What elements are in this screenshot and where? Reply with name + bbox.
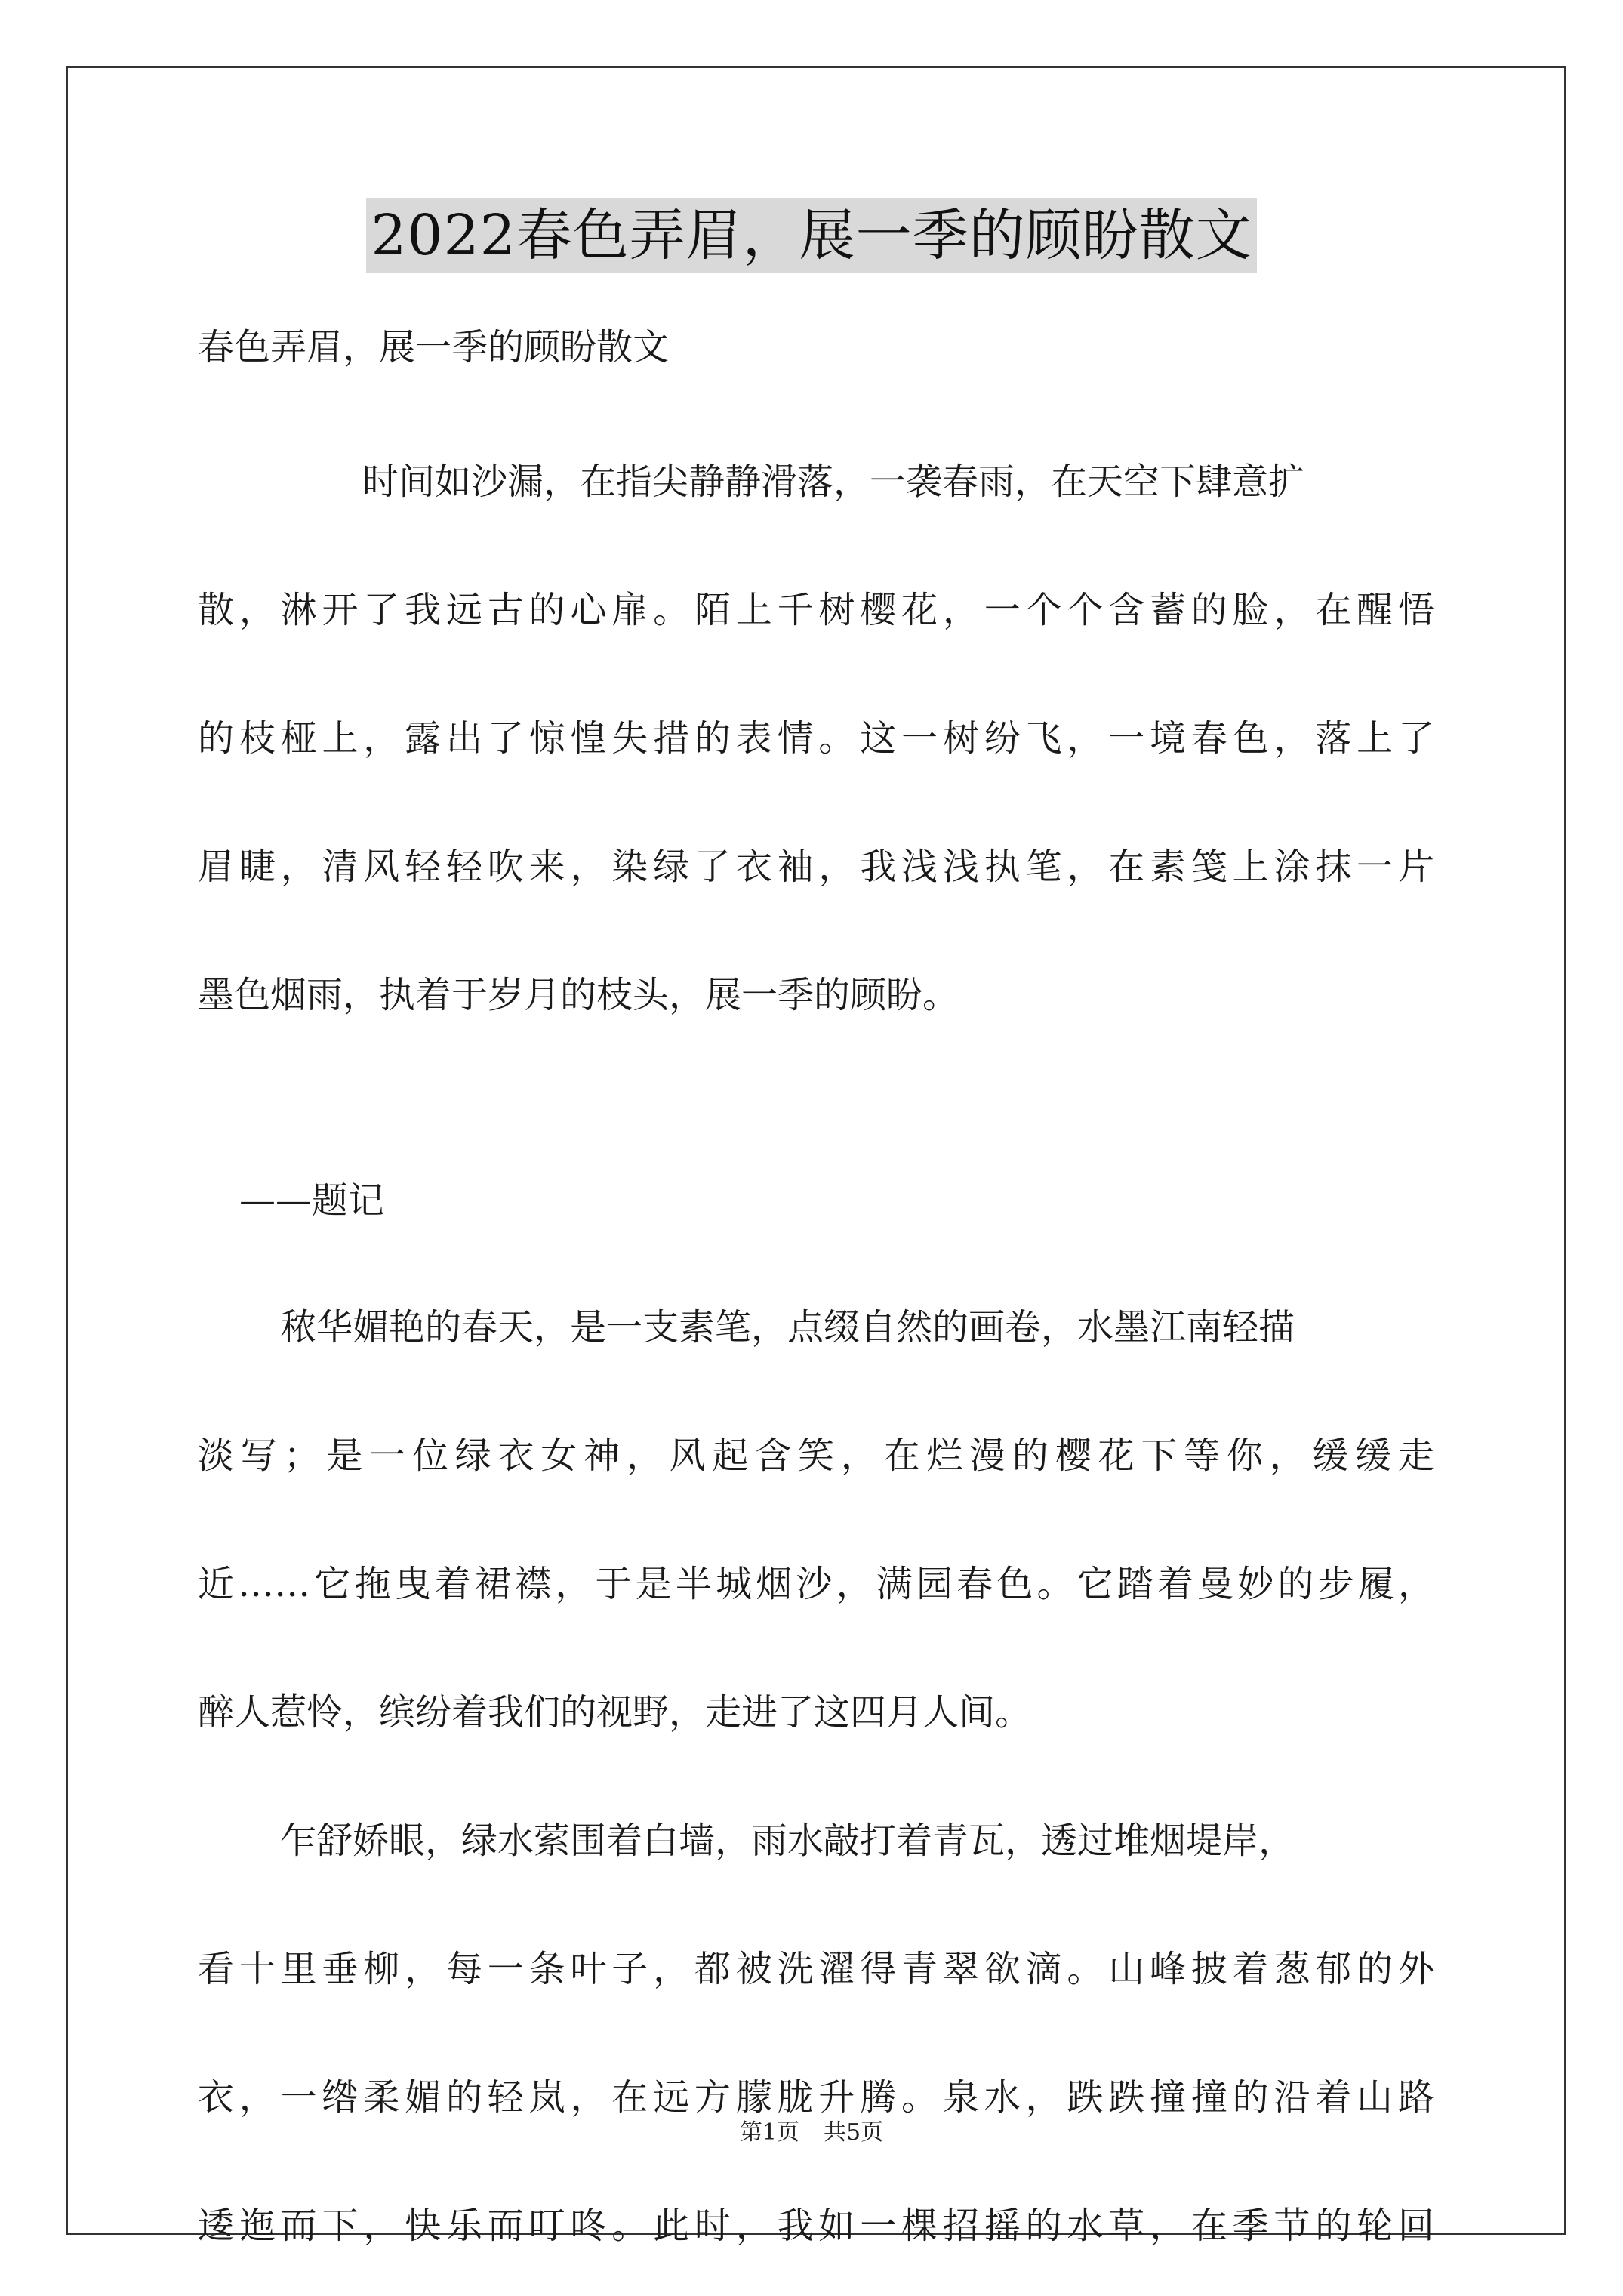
paragraph-line: 秾华媚艳的春天，是一支素笔，点缀自然的画卷，水墨江南轻描 (280, 1306, 1295, 1348)
paragraph-line: 时间如沙漏，在指尖静静滑落，一袭春雨，在天空下肆意扩 (362, 461, 1305, 503)
paragraph-line: 眉睫，清风轻轻吹来，染绿了衣袖，我浅浅执笔，在素笺上涂抹一片 (198, 846, 1434, 888)
paragraph-line: 醉人惹怜，缤纷着我们的视野，走进了这四月人间。 (198, 1691, 1032, 1734)
page-total: 共5页 (824, 2119, 884, 2146)
paragraph-line: 衣，一绺柔媚的轻岚，在远方朦胧升腾。泉水，跌跌撞撞的沿着山路 (198, 2076, 1434, 2119)
inscription-signature: ——题记 (239, 1179, 385, 1222)
document-subtitle: 春色弄眉，展一季的顾盼散文 (198, 326, 670, 368)
paragraph-line: 看十里垂柳，每一条叶子，都被洗濯得青翠欲滴。山峰披着葱郁的外 (198, 1948, 1434, 1990)
paragraph-line: 逶迤而下，快乐而叮咚。此时，我如一棵招摇的水草，在季节的轮回 (198, 2205, 1434, 2247)
paragraph-line: 淡写；是一位绿衣女神，风起含笑，在烂漫的樱花下等你，缓缓走 (198, 1435, 1434, 1477)
paragraph-line: 墨色烟雨，执着于岁月的枝头，展一季的顾盼。 (198, 974, 959, 1016)
paragraph-line: 近……它拖曳着裙襟，于是半城烟沙，满园春色。它踏着曼妙的步履， (198, 1563, 1434, 1605)
page-footer (0, 2118, 1623, 2148)
document-title: 2022春色弄眉，展一季的顾盼散文 (366, 198, 1256, 273)
page-number: 第1页 (739, 2119, 799, 2146)
paragraph-line: 的枝桠上，露出了惊惶失措的表情。这一树纷飞，一境春色，落上了 (198, 717, 1434, 760)
page-border (66, 66, 1566, 2235)
paragraph-line: 乍舒娇眼，绿水萦围着白墙，雨水敲打着青瓦，透过堆烟堤岸， (280, 1820, 1295, 1862)
title-container (0, 198, 1623, 273)
paragraph-line: 散，淋开了我远古的心扉。陌上千树樱花，一个个含蓄的脸，在醒悟 (198, 589, 1434, 631)
